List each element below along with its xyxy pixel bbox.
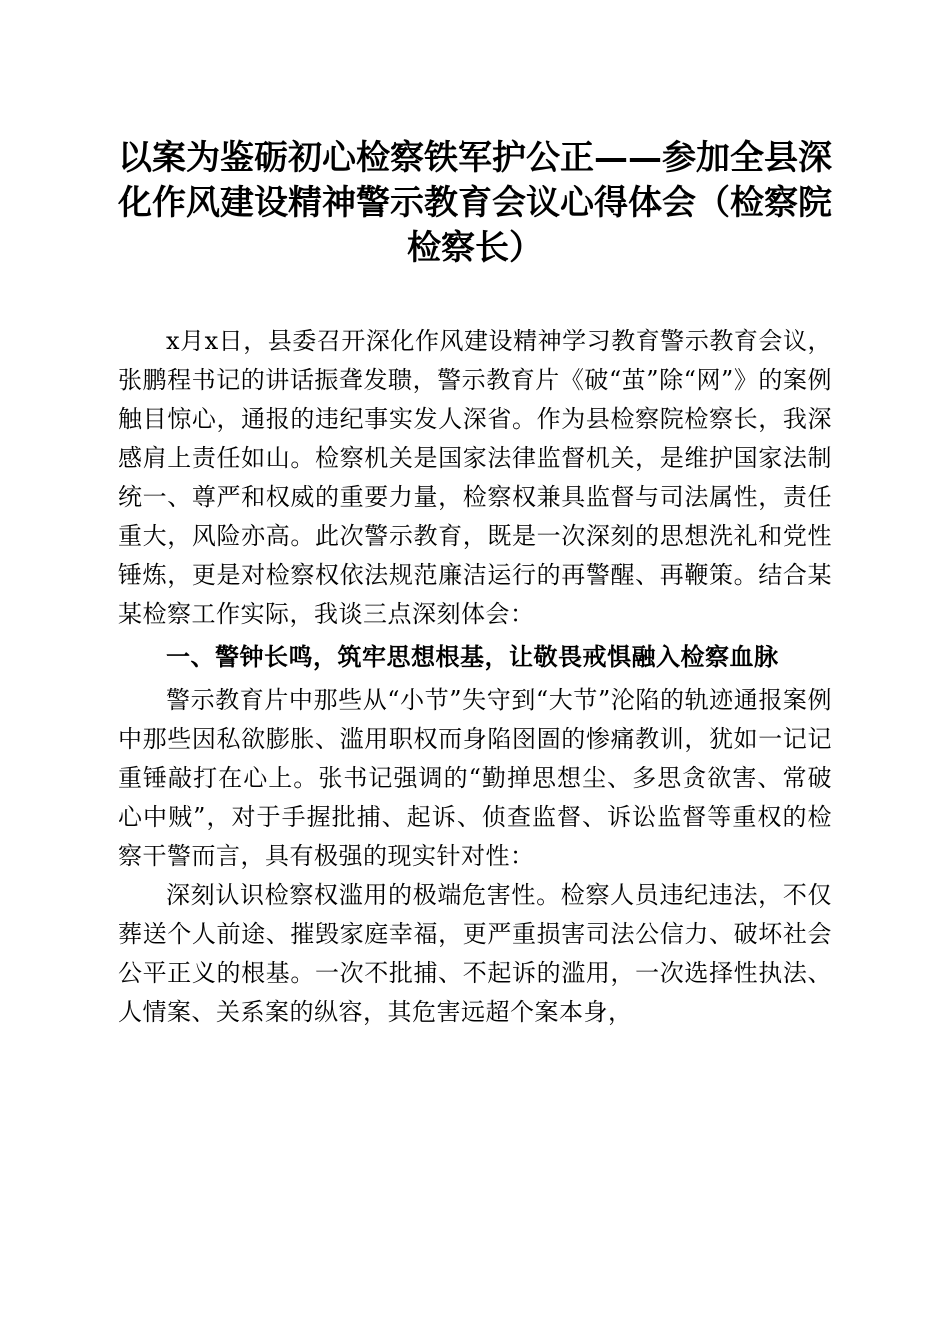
section-1-paragraph-2: 深刻认识检察权滥用的极端危害性。检察人员违纪违法，不仅葬送个人前途、摧毁家庭幸福，更严重损害司法公信力、破坏社会公平正义的根基。一次不批捕、不起诉的滥用，一次选择性执法、人情案、关系案的纵容，其危害远超个案本身， [118,881,832,1026]
document-title: 以案为鉴砺初心检察铁军护公正——参加全县深化作风建设精神警示教育会议心得体会（检察院检察长） [118,138,832,268]
section-heading-1: 一、警钟长鸣，筑牢思想根基，让敬畏戒惧融入检察血脉 [166,643,779,671]
section-1-paragraph-1: 警示教育片中那些从“小节”失守到“大节”沦陷的轨迹通报案例中那些因私欲膨胀、滥用职权而身陷囹圄的惨痛教训，犹如一记记重锤敲打在心上。张书记强调的“勤掸思想尘、多思贪欲害、常破心中贼”，对于手握批捕、起诉、侦查监督、诉讼监督等重权的检察干警而言，具有极强的现实针对性： [118,686,832,870]
document-body [118,322,832,1032]
intro-paragraph: x月x日，县委召开深化作风建设精神学习教育警示教育会议，张鹏程书记的讲话振聋发聩，警示教育片《破“茧”除“网”》的案例触目惊心，通报的违纪事实发人深省。作为县检察院检察长，我深感肩上责任如山。检察机关是国家法律监督机关，是维护国家法制统一、尊严和权威的重要力量，检察权兼具监督与司法属性，责任重大，风险亦高。此次警示教育，既是一次深刻的思想洗礼和党性锤炼，更是对检察权依法规范廉洁运行的再警醒、再鞭策。结合某某检察工作实际，我谈三点深刻体会： [118,327,832,628]
